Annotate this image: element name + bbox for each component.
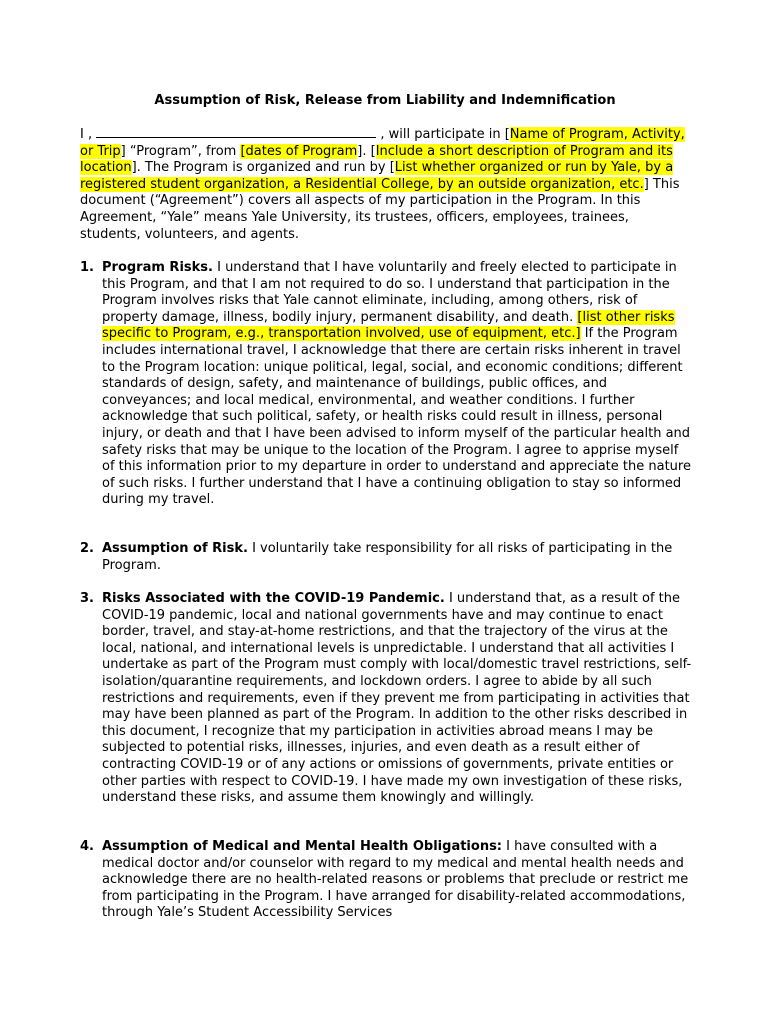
section-program-risks — [80, 260, 692, 509]
section-heading: Assumption of Medical and Mental Health Obligations: — [102, 839, 503, 854]
section-assumption-of-risk — [80, 541, 692, 574]
section-number: 2. — [80, 541, 94, 556]
section-heading: Assumption of Risk. — [102, 541, 248, 556]
intro-text: ]. [ — [357, 143, 376, 159]
section-heading: Program Risks. — [102, 260, 213, 275]
intro-text: ] “Program”, from — [120, 143, 241, 159]
section-text: I have consulted with a medical doctor and/or counselor with regard to my medical and mental health needs and acknowledge there are no health-related reasons or problems that preclude or restrict me from participating in the Program. I have arranged for disability-related accommodations, through Yale’s Student Accessibility Services — [102, 839, 689, 921]
document-title: Assumption of Risk, Release from Liability and Indemnification — [154, 93, 616, 108]
section-heading: Risks Associated with the COVID-19 Pandemic. — [102, 591, 445, 606]
section-medical-obligations — [80, 839, 692, 922]
intro-text: , will participate in [ — [376, 127, 510, 142]
placeholder-program-dates: [dates of Program — [240, 143, 358, 159]
placeholder-program-description: Include a short description of Program and its location — [80, 143, 673, 176]
placeholder-program-name: Name of Program, Activity, or Trip — [80, 127, 685, 159]
intro-text: ]. The Program is organized and run by [ — [131, 160, 395, 176]
section-number: 4. — [80, 839, 94, 854]
placeholder-organizer: List whether organized or run by Yale, by a registered student organization, a Residential College, by an outside organization, etc. — [80, 160, 674, 192]
placeholder-other-risks: [list other risks specific to Program, e.g., transportation involved, use of equipment, etc.] — [102, 309, 675, 342]
intro-text: I , — [80, 127, 97, 142]
section-covid-risks — [80, 591, 692, 807]
intro-paragraph — [80, 126, 692, 243]
section-number: 1. — [80, 260, 94, 275]
section-text: I understand that I have voluntarily and freely elected to participate in this Program, and that I am not required to do so. I understand that participation in the Program involves risks that Yale cannot eliminate, including, among others, risk of property damage, illness, bodily injury, permanent disability, and death. — [102, 260, 677, 325]
section-text: If the Program includes international travel, I acknowledge that there are certain risks inherent in travel to the Program location: unique political, legal, social, and economic conditions; different standards of design, safety, and maintenance of buildings, public offices, and conveyances; and local medical, environmental, and weather conditions. I further acknowledge that such political, safety, or health risks could result in illness, personal injury, or death and that I have been advised to inform myself of the particular health and safety risks that may be unique to the location of the Program. I agree to apprise myself of this information prior to my departure in order to understand and appreciate the nature of such risks. I further understand that I have a continuing obligation to stay so informed during my travel. — [102, 326, 691, 508]
intro-text: ] This document (“Agreement”) covers all aspects of my participation in the Program. In this Agreement, “Yale” means Yale University, its trustees, officers, employees, trainees, students, volunteers, and agents. — [80, 176, 680, 242]
section-number: 3. — [80, 591, 94, 606]
section-text: I understand that, as a result of the COVID-19 pandemic, local and national governments have and may continue to enact border, travel, and stay-at-home restrictions, and that the trajectory of the virus at the local, national, and international levels is unpredictable. I understand that all activities I undertake as part of the Program must comply with local/domestic travel restrictions, self-isolation/quarantine requirements, and lockdown orders. I agree to abide by all such restrictions and requirements, even if they prevent me from participating in activities that may have been planned as part of the Program. In addition to the other risks described in this document, I recognize that my participation in activities abroad means I may be subjected to potential risks, illnesses, injuries, and even death as a result either of contracting COVID-19 or of any actions or omissions of governments, private entities or other parties with respect to COVID-19. I have made my own investigation of these risks, understand these risks, and assume them knowingly and willingly. — [102, 591, 692, 806]
name-blank-line[interactable] — [96, 126, 376, 138]
section-text: I voluntarily take responsibility for all risks of participating in the Program. — [102, 541, 673, 573]
